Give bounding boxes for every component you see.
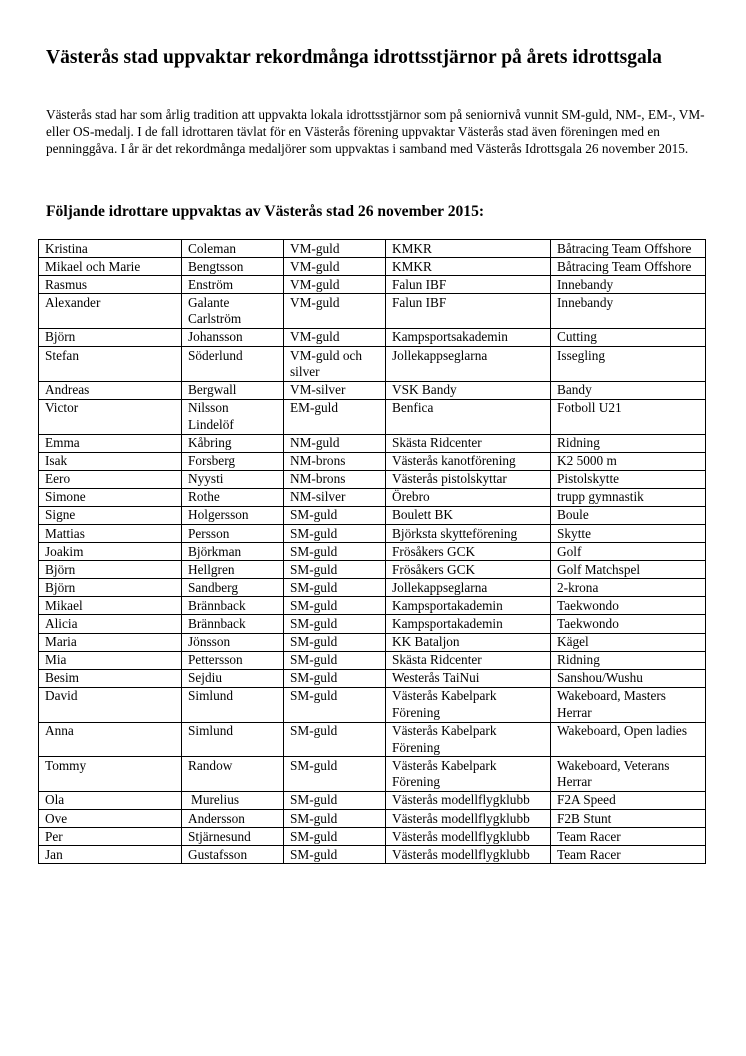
club-cell: Frösåkers GCK [386, 543, 551, 561]
table-row [39, 488, 706, 506]
first-name-cell: Joakim [39, 543, 182, 561]
last-name-cell: Hellgren [182, 561, 284, 579]
last-name-cell: Jönsson [182, 633, 284, 651]
first-name-cell: Simone [39, 488, 182, 506]
sport-cell: Båtracing Team Offshore [551, 258, 706, 276]
sport-cell: Issegling [551, 347, 706, 382]
last-name-cell: Nilsson Lindelöf [182, 399, 284, 434]
last-name-cell: Enström [182, 276, 284, 294]
medal-cell: SM-guld [284, 597, 386, 615]
medal-cell: SM-guld [284, 828, 386, 846]
sport-cell: Boule [551, 506, 706, 524]
sport-cell: Bandy [551, 381, 706, 399]
last-name-cell: Rothe [182, 488, 284, 506]
last-name-cell: Gustafsson [182, 846, 284, 864]
club-cell: Skästa Ridcenter [386, 651, 551, 669]
table-row [39, 328, 706, 346]
last-name-cell: Simlund [182, 687, 284, 722]
first-name-cell: Rasmus [39, 276, 182, 294]
medal-cell: SM-guld [284, 615, 386, 633]
table-row [39, 276, 706, 294]
first-name-cell: Mikael [39, 597, 182, 615]
table-row [39, 434, 706, 452]
last-name-cell: Brännback [182, 597, 284, 615]
first-name-cell: David [39, 687, 182, 722]
sport-cell: Innebandy [551, 276, 706, 294]
table-row [39, 381, 706, 399]
first-name-cell: Stefan [39, 347, 182, 382]
last-name-cell: Persson [182, 525, 284, 543]
table-row [39, 525, 706, 543]
intro-paragraph: Västerås stad har som årlig tradition att uppvakta lokala idrottsstjärnor som på seniornivå vunnit SM-guld, NM-, EM-, VM- eller OS-medalj. I de fall idrottaren tävlat för en Västerås förening uppvaktar Västerås stad även föreningen med en penninggåva. I år är det rekordmånga medaljörer som uppvaktas i samband med Västerås Idrottsgala 26 november 2015. [46, 107, 705, 157]
list-heading: Följande idrottare uppvaktas av Västerås stad 26 november 2015: [46, 203, 485, 220]
last-name-cell: Coleman [182, 240, 284, 258]
table-row [39, 258, 706, 276]
table-row [39, 452, 706, 470]
last-name-cell: Björkman [182, 543, 284, 561]
sport-cell: Wakeboard, Veterans Herrar [551, 757, 706, 792]
table-row [39, 687, 706, 722]
sport-cell: Team Racer [551, 828, 706, 846]
medal-cell: SM-guld [284, 810, 386, 828]
table-row [39, 651, 706, 669]
first-name-cell: Signe [39, 506, 182, 524]
medal-cell: VM-guld [284, 240, 386, 258]
medal-cell: SM-guld [284, 543, 386, 561]
club-cell: KK Bataljon [386, 633, 551, 651]
medal-cell: VM-guld och silver [284, 347, 386, 382]
document-title: Västerås stad uppvaktar rekordmånga idrottsstjärnor på årets idrottsgala [46, 47, 662, 68]
medal-cell: VM-silver [284, 381, 386, 399]
last-name-cell: Holgersson [182, 506, 284, 524]
club-cell: Västerås Kabelpark Förening [386, 757, 551, 792]
club-cell: Västerås modellflygklubb [386, 810, 551, 828]
medal-cell: NM-silver [284, 488, 386, 506]
first-name-cell: Mattias [39, 525, 182, 543]
club-cell: Örebro [386, 488, 551, 506]
sport-cell: Ridning [551, 651, 706, 669]
table-row [39, 240, 706, 258]
club-cell: Skästa Ridcenter [386, 434, 551, 452]
sport-cell: Team Racer [551, 846, 706, 864]
medal-cell: SM-guld [284, 846, 386, 864]
club-cell: Jollekappseglarna [386, 579, 551, 597]
sport-cell: Wakeboard, Open ladies [551, 722, 706, 757]
medal-cell: VM-guld [284, 258, 386, 276]
first-name-cell: Anna [39, 722, 182, 757]
club-cell: Boulett BK [386, 506, 551, 524]
first-name-cell: Björn [39, 579, 182, 597]
sport-cell: Cutting [551, 328, 706, 346]
first-name-cell: Eero [39, 470, 182, 488]
first-name-cell: Ola [39, 791, 182, 809]
club-cell: Västerås Kabelpark Förening [386, 722, 551, 757]
club-cell: Västerås modellflygklubb [386, 828, 551, 846]
sport-cell: Skytte [551, 525, 706, 543]
table-row [39, 722, 706, 757]
first-name-cell: Björn [39, 561, 182, 579]
medal-cell: SM-guld [284, 579, 386, 597]
club-cell: Västerås modellflygklubb [386, 791, 551, 809]
first-name-cell: Alicia [39, 615, 182, 633]
table-row [39, 828, 706, 846]
medal-cell: SM-guld [284, 525, 386, 543]
last-name-cell: Johansson [182, 328, 284, 346]
club-cell: Falun IBF [386, 294, 551, 329]
last-name-cell: Brännback [182, 615, 284, 633]
club-cell: Västerås modellflygklubb [386, 846, 551, 864]
sport-cell: 2-krona [551, 579, 706, 597]
first-name-cell: Victor [39, 399, 182, 434]
last-name-cell: Simlund [182, 722, 284, 757]
last-name-cell: Andersson [182, 810, 284, 828]
medal-cell: SM-guld [284, 722, 386, 757]
first-name-cell: Isak [39, 452, 182, 470]
first-name-cell: Ove [39, 810, 182, 828]
table-row [39, 543, 706, 561]
sport-cell: F2A Speed [551, 791, 706, 809]
first-name-cell: Jan [39, 846, 182, 864]
sport-cell: Båtracing Team Offshore [551, 240, 706, 258]
first-name-cell: Per [39, 828, 182, 846]
table-row [39, 399, 706, 434]
last-name-cell: Galante Carlström [182, 294, 284, 329]
sport-cell: Fotboll U21 [551, 399, 706, 434]
medal-cell: VM-guld [284, 328, 386, 346]
medal-cell: VM-guld [284, 276, 386, 294]
sport-cell: K2 5000 m [551, 452, 706, 470]
last-name-cell: Stjärnesund [182, 828, 284, 846]
table-row [39, 579, 706, 597]
medal-cell: NM-guld [284, 434, 386, 452]
first-name-cell: Emma [39, 434, 182, 452]
club-cell: Frösåkers GCK [386, 561, 551, 579]
athletes-table [38, 239, 706, 864]
table-row [39, 561, 706, 579]
medal-cell: SM-guld [284, 633, 386, 651]
last-name-cell: Bergwall [182, 381, 284, 399]
medal-cell: SM-guld [284, 561, 386, 579]
first-name-cell: Besim [39, 669, 182, 687]
medal-cell: EM-guld [284, 399, 386, 434]
medal-cell: SM-guld [284, 791, 386, 809]
club-cell: Westerås TaiNui [386, 669, 551, 687]
club-cell: VSK Bandy [386, 381, 551, 399]
medal-cell: NM-brons [284, 452, 386, 470]
club-cell: Kampsportsakademin [386, 328, 551, 346]
last-name-cell: Murelius [182, 791, 284, 809]
sport-cell: Golf Matchspel [551, 561, 706, 579]
first-name-cell: Björn [39, 328, 182, 346]
table-row [39, 669, 706, 687]
club-cell: KMKR [386, 258, 551, 276]
club-cell: Västerås Kabelpark Förening [386, 687, 551, 722]
club-cell: Björksta skytteförening [386, 525, 551, 543]
first-name-cell: Tommy [39, 757, 182, 792]
table-row [39, 615, 706, 633]
medal-cell: NM-brons [284, 470, 386, 488]
medal-cell: SM-guld [284, 757, 386, 792]
table-row [39, 294, 706, 329]
medal-cell: SM-guld [284, 687, 386, 722]
last-name-cell: Sandberg [182, 579, 284, 597]
first-name-cell: Mikael och Marie [39, 258, 182, 276]
club-cell: Kampsportakademin [386, 597, 551, 615]
club-cell: Västerås kanotförening [386, 452, 551, 470]
sport-cell: Golf [551, 543, 706, 561]
table-row [39, 846, 706, 864]
sport-cell: Kägel [551, 633, 706, 651]
last-name-cell: Kåbring [182, 434, 284, 452]
sport-cell: trupp gymnastik [551, 488, 706, 506]
club-cell: Västerås pistolskyttar [386, 470, 551, 488]
club-cell: Kampsportakademin [386, 615, 551, 633]
table-row [39, 791, 706, 809]
table-row [39, 633, 706, 651]
last-name-cell: Pettersson [182, 651, 284, 669]
first-name-cell: Mia [39, 651, 182, 669]
table-row [39, 506, 706, 524]
last-name-cell: Nyysti [182, 470, 284, 488]
medal-cell: VM-guld [284, 294, 386, 329]
club-cell: Jollekappseglarna [386, 347, 551, 382]
table-row [39, 347, 706, 382]
sport-cell: F2B Stunt [551, 810, 706, 828]
first-name-cell: Kristina [39, 240, 182, 258]
last-name-cell: Forsberg [182, 452, 284, 470]
first-name-cell: Andreas [39, 381, 182, 399]
last-name-cell: Randow [182, 757, 284, 792]
club-cell: Falun IBF [386, 276, 551, 294]
table-row [39, 597, 706, 615]
medal-cell: SM-guld [284, 506, 386, 524]
table-row [39, 810, 706, 828]
sport-cell: Taekwondo [551, 597, 706, 615]
sport-cell: Ridning [551, 434, 706, 452]
club-cell: KMKR [386, 240, 551, 258]
last-name-cell: Sejdiu [182, 669, 284, 687]
table-row [39, 470, 706, 488]
medal-cell: SM-guld [284, 669, 386, 687]
last-name-cell: Bengtsson [182, 258, 284, 276]
sport-cell: Taekwondo [551, 615, 706, 633]
last-name-cell: Söderlund [182, 347, 284, 382]
sport-cell: Innebandy [551, 294, 706, 329]
first-name-cell: Maria [39, 633, 182, 651]
sport-cell: Pistolskytte [551, 470, 706, 488]
first-name-cell: Alexander [39, 294, 182, 329]
table-row [39, 757, 706, 792]
club-cell: Benfica [386, 399, 551, 434]
athletes-table-body [39, 240, 706, 864]
medal-cell: SM-guld [284, 651, 386, 669]
sport-cell: Sanshou/Wushu [551, 669, 706, 687]
sport-cell: Wakeboard, Masters Herrar [551, 687, 706, 722]
